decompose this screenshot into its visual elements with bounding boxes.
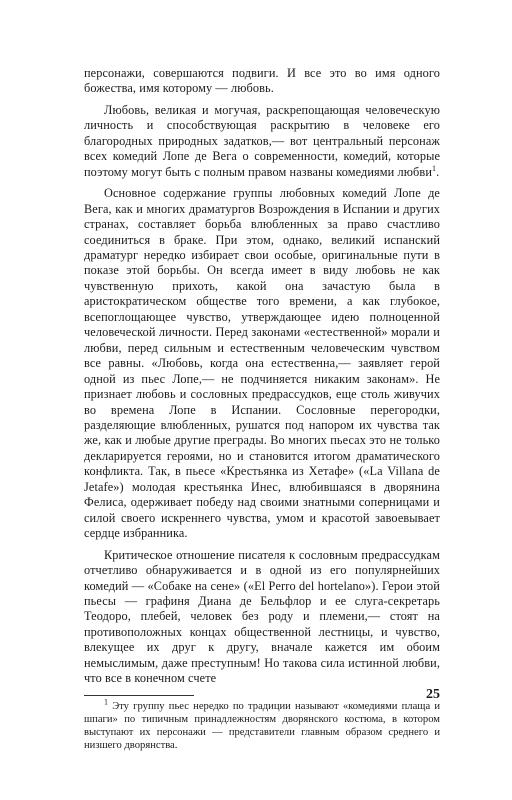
footnote-marker: 1 <box>104 697 108 707</box>
paragraph-2-text: Любовь, великая и могучая, раскрепощающая человеческую личность и способствующая раскрытию в человеке его благородных природных задатков,— вот центральный персонаж всех комедий Лопе де Вега о современности, комедий, которые поэтому могут быть с полным правом названы комедиями любви <box>84 102 440 179</box>
footnote-divider <box>84 695 194 696</box>
footnote-reference: 1 <box>432 163 437 173</box>
paragraph-3: Основное содержание группы любовных комедий Лопе де Вега, как и многих драматургов Возрождения в Испании и других странах, составляет борьба влюбленных за право счастливо соединиться в браке. При этом, однако, великий испанский драматург нередко избирает свои особые, оригинальные пути в показе этой борьбы. Он всегда имеет в виду любовь не как чувственную прихоть, какой она зачастую была в аристократическом обществе того времени, а как глубокое, всепоглощающее чувство, утверждающее идею полноценной человеческой личности. Перед законами «естественной» морали и любви, перед сильным и естественным человеческим чувством все равны. «Любовь, когда она естественна,— заявляет герой одной из пьес Лопе,— не подчиняется никаким законам». Не признает любовь и сословных предрассудков, еще столь живучих во времена Лопе в Испании. Сословные перегородки, разделяющие влюбленных, рушатся под напором их чувства так же, как и любые другие преграды. Во многих пьесах это не только декларируется героями, но и становится итогом драматического конфликта. Так, в пьесе «Крестьянка из Хетафе» («La Villana de Jetafe») молодая крестьянка Инес, влюбившаяся в дворянина Фелиса, одерживает победу над своими знатными соперницами и силой своего искреннего чувства, умом и красотой завоевывает сердце избранника. <box>84 186 440 541</box>
page-number: 25 <box>426 687 440 702</box>
main-text <box>84 66 440 687</box>
footnote-paragraph <box>84 697 441 753</box>
footnote-text: Эту группу пьес нередко по традиции называют «комедиями плаща и шпаги» по типичным принадлежностям дворянского костюма, в котором выступают их персонажи — представители главным образом среднего и низшего дворянства. <box>84 700 441 752</box>
footnote <box>84 697 441 753</box>
paragraph-1: персонажи, совершаются подвиги. И все это во имя одного божества, имя которому — любовь. <box>84 66 440 96</box>
book-page <box>84 66 440 752</box>
paragraph-2: Любовь, великая и могучая, раскрепощающая человеческую личность и способствующая раскрытию в человеке его благородных природных задатков,— вот центральный персонаж всех комедий Лопе де Вега о современности, комедий, которые поэтому могут быть с полным правом названы комедиями любви$^1$. <box>84 102 440 179</box>
paragraph-4: Критическое отношение писателя к сословным предрассудкам отчетливо обнаруживается и в одной из его популярнейших комедий — «Собаке на сене» («El Perro del hortelano»). Герои этой пьесы — графиня Диана де Бельфлор и ее слуга-секретарь Теодоро, плебей, человек без роду и племени,— стоят на противоположных концах общественной лестницы, и чувство, влекущее их друг к другу, вначале кажется им обоим немыслимым, даже преступным! Но такова сила истинной любви, что все в конечном счете <box>84 547 440 686</box>
